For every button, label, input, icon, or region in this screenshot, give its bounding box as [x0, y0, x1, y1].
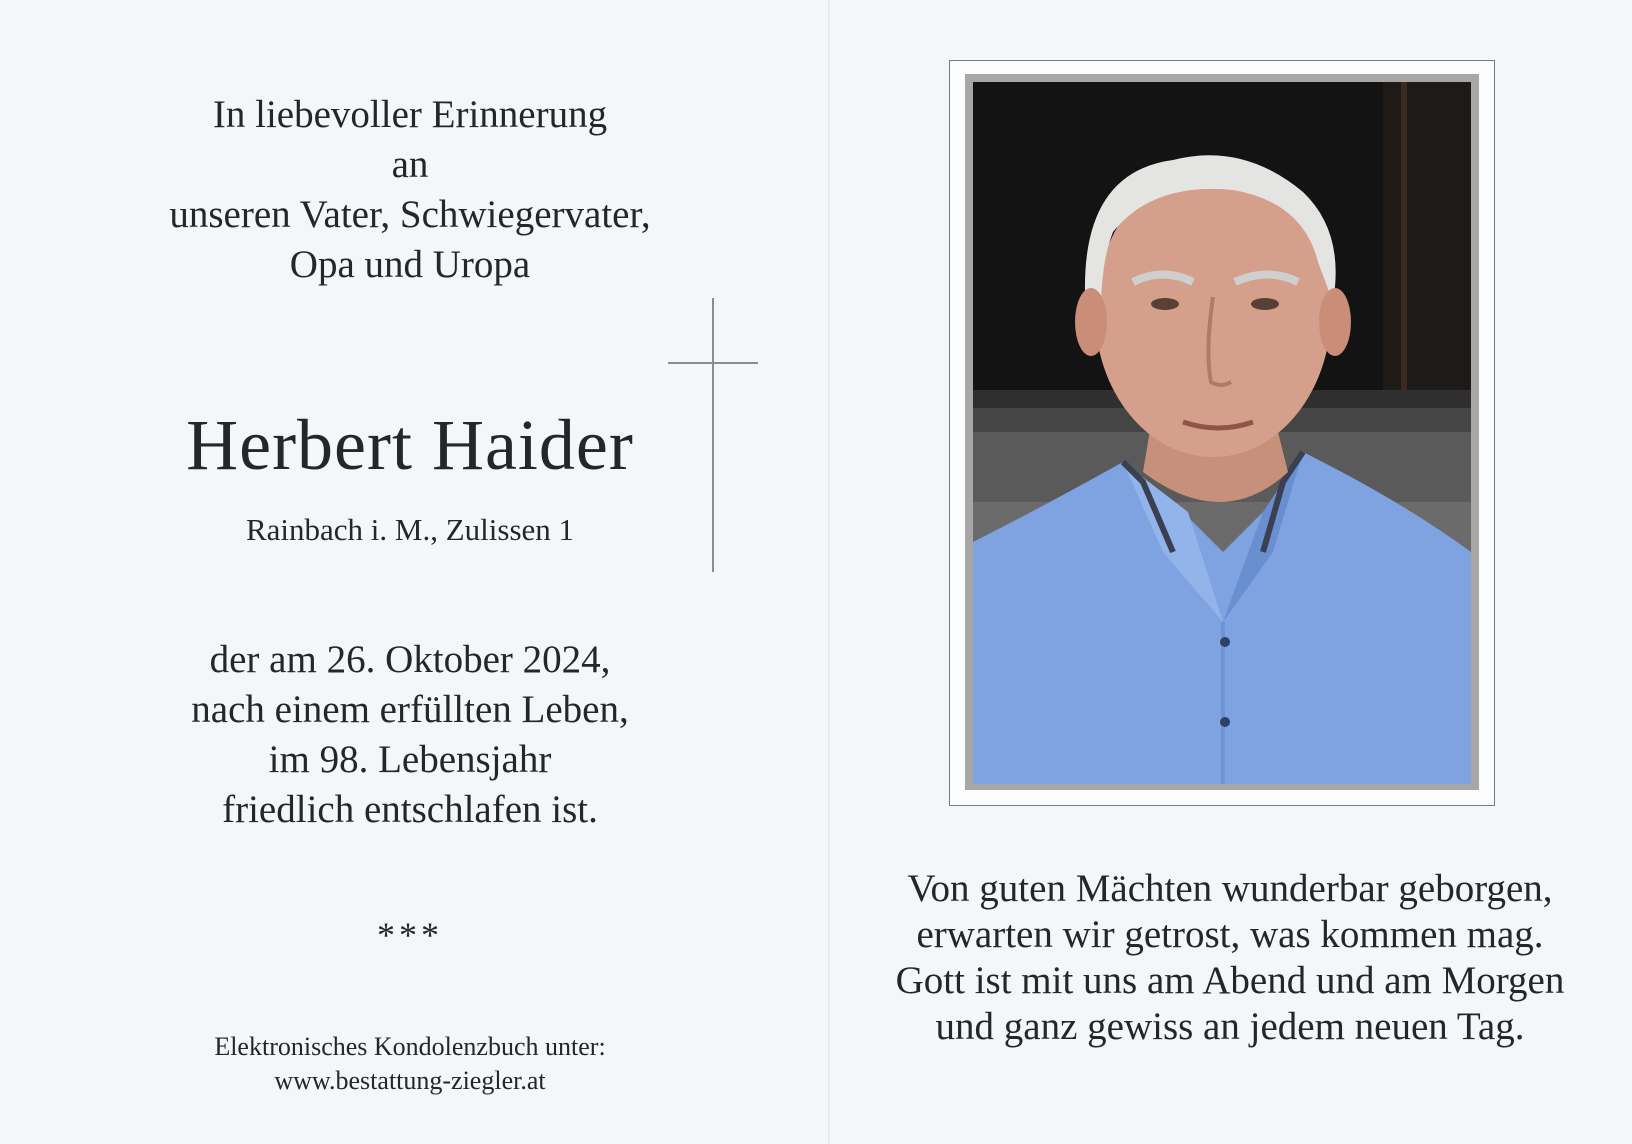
portrait-photo — [973, 82, 1471, 784]
poem-text — [870, 866, 1590, 1050]
condolence-url: www.bestattung-ziegler.at — [274, 1066, 546, 1095]
condolence-note — [70, 1030, 750, 1098]
dedication-line: In liebevoller Erinnerung — [212, 93, 608, 136]
poem-line: Von guten Mächten wunderbar geborgen, — [907, 867, 1553, 910]
deceased-name: Herbert Haider — [186, 405, 634, 485]
poem-line: und ganz gewiss an jedem neuen Tag. — [935, 1005, 1525, 1048]
death-notice-line: im 98. Lebensjahr — [268, 738, 552, 781]
condolence-label: Elektronisches Kondolenzbuch unter: — [214, 1032, 606, 1061]
poem-line: Gott ist mit uns am Abend und am Morgen — [895, 959, 1565, 1002]
death-notice-line: friedlich entschlafen ist. — [222, 788, 598, 831]
death-notice-text — [70, 635, 750, 835]
portrait-illustration — [973, 82, 1471, 784]
cross-icon-horizontal — [668, 362, 758, 364]
deceased-address: Rainbach i. M., Zulissen 1 — [245, 512, 575, 547]
death-notice-line: der am 26. Oktober 2024, — [209, 638, 611, 681]
dedication-line: an — [391, 143, 429, 186]
dedication-text — [70, 90, 750, 290]
death-notice-line: nach einem erfüllten Leben, — [191, 688, 629, 731]
dedication-line: Opa und Uropa — [289, 243, 531, 286]
separator-asterisks: *** — [377, 915, 443, 955]
dedication-line: unseren Vater, Schwiegervater, — [169, 193, 651, 236]
poem-line: erwarten wir getrost, was kommen mag. — [916, 913, 1544, 956]
right-panel — [830, 0, 1632, 1144]
